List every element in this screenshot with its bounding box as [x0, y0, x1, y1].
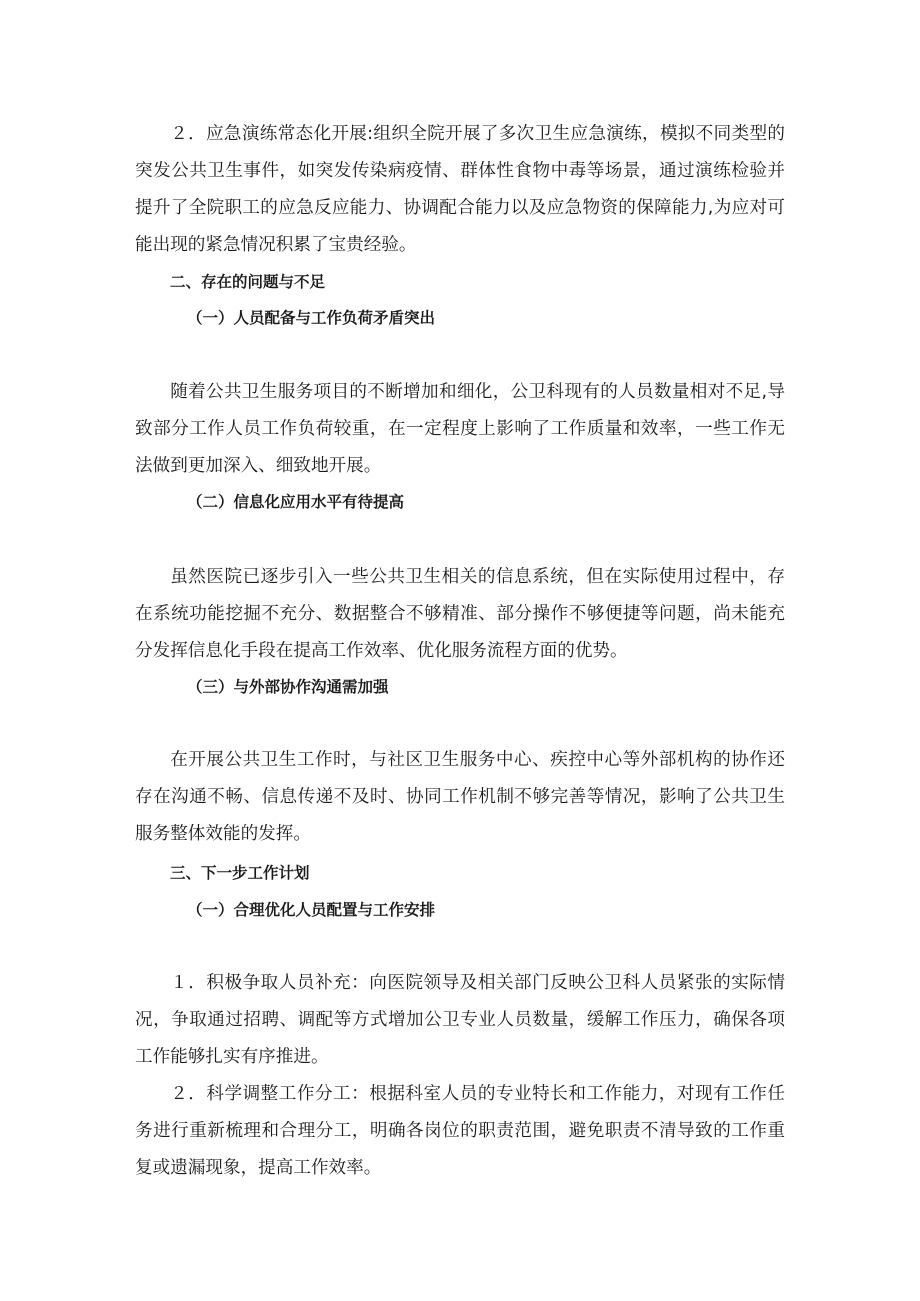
- section-heading-next-plan: 三、下一步工作计划: [170, 864, 310, 882]
- paragraph-emergency-drill: ２．应急演练常态化开展:组织全院开展了多次卫生应急演练，模拟不同类型的突发公共卫生事件，如突发传染病疫情、群体性食物中毒等场景，通过演练检验并提升了全院职工的应急反应能力、协调配合能力以及应急物资的保障能力,为应对可能出现的紧急情况积累了宝贵经验。: [135, 124, 785, 255]
- subheading-staff-optimization: （一）合理优化人员配置与工作安排: [187, 901, 436, 919]
- subheading-external-cooperation: （三）与外部协作沟通需加强: [187, 678, 389, 696]
- paragraph-informatization: 虽然医院已逐步引入一些公共卫生相关的信息系统，但在实际使用过程中，存在系统功能挖掘不充分、数据整合不够精准、部分操作不够便捷等问题，尚未能充分发挥信息化手段在提高工作效率、优化服务流程方面的优势。: [135, 567, 785, 661]
- paragraph-staffing: 随着公共卫生服务项目的不断增加和细化，公卫科现有的人员数量相对不足,导致部分工作人员工作负荷较重，在一定程度上影响了工作质量和效率，一些工作无法做到更加深入、细致地开展。: [135, 382, 785, 476]
- subheading-informatization: （二）信息化应用水平有待提高: [187, 493, 405, 511]
- subheading-staffing: （一）人员配备与工作负荷矛盾突出: [187, 309, 436, 327]
- paragraph-external-cooperation: 在开展公共卫生工作时，与社区卫生服务中心、疾控中心等外部机构的协作还存在沟通不畅、信息传递不及时、协同工作机制不够完善等情况，影响了公共卫生服务整体效能的发挥。: [135, 750, 785, 844]
- paragraph-work-division: ２．科学调整工作分工：根据科室人员的专业特长和工作能力，对现有工作任务进行重新梳理和合理分工，明确各岗位的职责范围，避免职责不清导致的工作重复或遗漏现象，提高工作效率。: [135, 1084, 785, 1178]
- paragraph-staff-supplement: １．积极争取人员补充：向医院领导及相关部门反映公卫科人员紧张的实际情况，争取通过招聘、调配等方式增加公卫专业人员数量，缓解工作压力，确保各项工作能够扎实有序推进。: [135, 973, 785, 1067]
- section-heading-problems: 二、存在的问题与不足: [170, 273, 326, 291]
